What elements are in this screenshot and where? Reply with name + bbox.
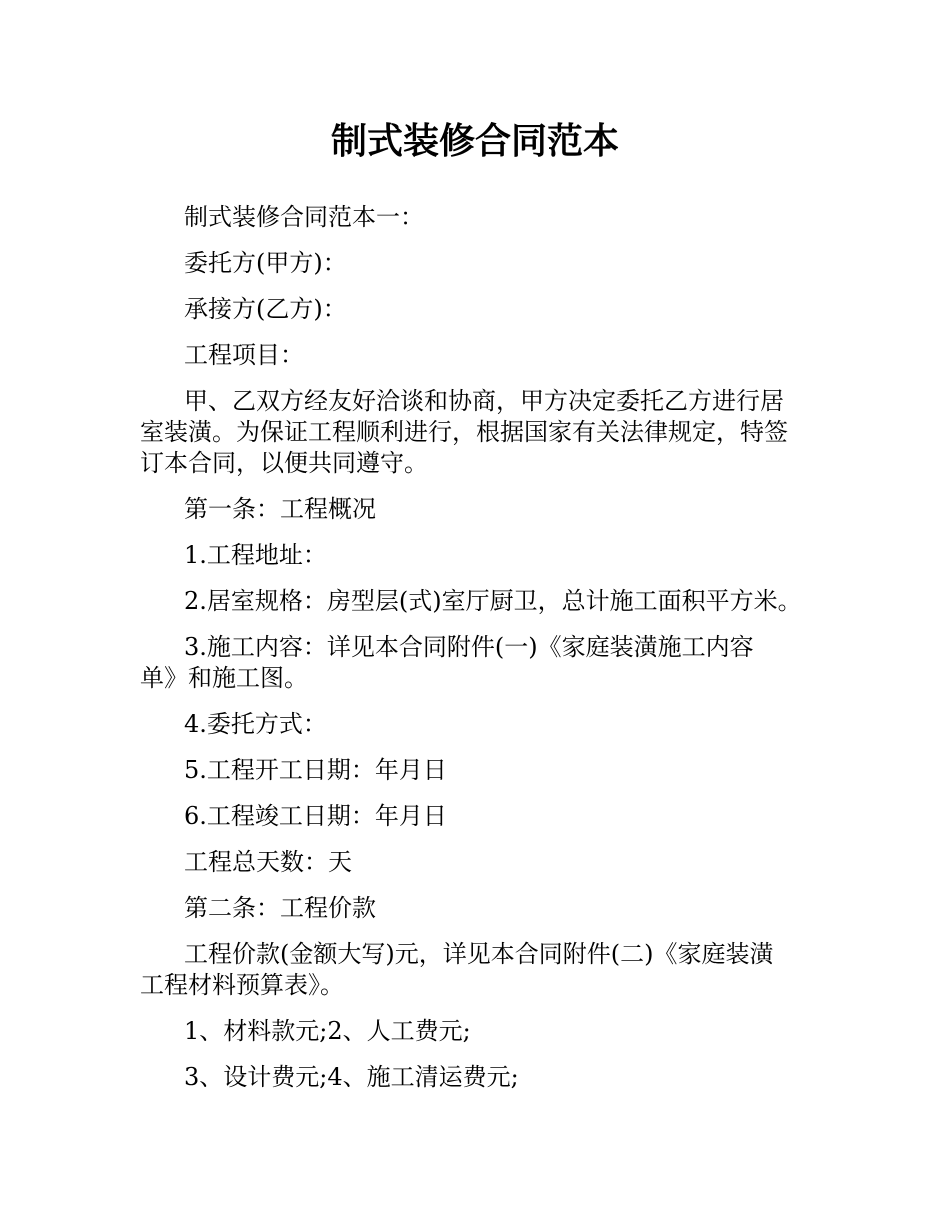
paragraph-party-b: 承接方(乙方)：: [184, 295, 347, 323]
paragraph-party-a: 委托方(甲方)：: [184, 249, 347, 277]
document-title: 制式装修合同范本: [330, 121, 619, 162]
paragraph-fees-2: 3、设计费元;4、施工清运费元;: [184, 1063, 519, 1091]
paragraph-content: 3.施工内容：详见本合同附件(一)《家庭装潢施工内容 单》和施工图。: [140, 633, 754, 692]
paragraph-intro: 制式装修合同范本一：: [184, 203, 424, 231]
paragraph-room-spec: 2.居室规格：房型层(式)室厅厨卫，总计施工面积平方米。: [184, 587, 802, 615]
paragraph-start-date: 5.工程开工日期：年月日: [184, 756, 447, 784]
paragraph-fees-1: 1、材料款元;2、人工费元;: [184, 1017, 471, 1045]
paragraph-address: 1.工程地址：: [184, 541, 327, 569]
document-body: [140, 202, 820, 1108]
paragraph-project: 工程项目：: [184, 341, 304, 369]
paragraph-preamble: 甲、乙双方经友好洽谈和协商，甲方决定委托乙方进行居 室装潢。为保证工程顺利进行，根据国家有关法律规定，特签 订本合同，以便共同遵守。: [140, 387, 788, 477]
paragraph-end-date: 6.工程竣工日期：年月日: [184, 802, 447, 830]
section-heading-article-2: 第二条：工程价款: [184, 894, 376, 922]
paragraph-method: 4.委托方式：: [184, 710, 327, 738]
paragraph-total-days: 工程总天数：天: [184, 848, 352, 876]
paragraph-price: 工程价款(金额大写)元，详见本合同附件(二)《家庭装潢 工程材料预算表》。: [140, 940, 774, 999]
section-heading-article-1: 第一条：工程概况: [184, 495, 376, 523]
